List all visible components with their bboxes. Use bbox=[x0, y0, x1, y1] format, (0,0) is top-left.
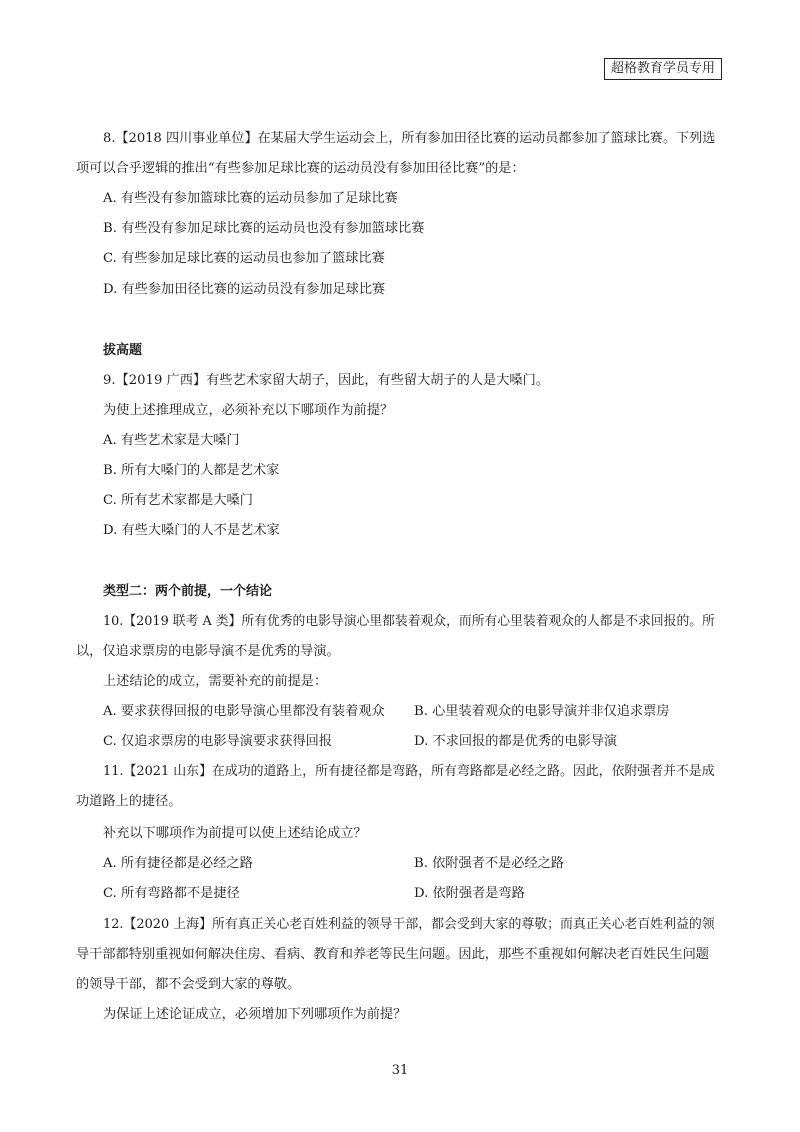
q11-option-a: A. 所有捷径都是必经之路 bbox=[103, 856, 253, 871]
q9-stem-line2: 为使上述推理成立，必须补充以下哪项作为前提？ bbox=[103, 403, 394, 418]
q10-option-d: D. 不求回报的都是优秀的电影导演 bbox=[414, 734, 618, 749]
q10-stem-line1: 10.【2019 联考 A 类】所有优秀的电影导演心里都装着观众，而所有心里装着观众的人都是不求回报的。所 bbox=[103, 614, 715, 629]
q10-stem-line3: 上述结论的成立，需要补充的前提是： bbox=[103, 674, 328, 689]
q12-stem-line3: 的领导干部，都不会受到大家的尊敬。 bbox=[76, 977, 301, 992]
q11-option-b: B. 依附强者不是必经之路 bbox=[414, 856, 564, 871]
q9-option-c: C. 所有艺术家都是大嗓门 bbox=[103, 493, 253, 508]
watermark-stamp: 超格教育学员专用 bbox=[604, 58, 722, 80]
q11-stem-line1: 11.【2021 山东】在成功的道路上，所有捷径都是弯路，所有弯路都是必经之路。因此，依附强者并不是成 bbox=[103, 764, 715, 779]
section-heading-advanced: 拔高题 bbox=[103, 343, 143, 358]
q8-stem-line1: 8.【2018 四川事业单位】在某届大学生运动会上，所有参加田径比赛的运动员都参加了篮球比赛。下列选 bbox=[103, 131, 716, 146]
q8-option-a: A. 有些没有参加篮球比赛的运动员参加了足球比赛 bbox=[103, 191, 398, 206]
section-heading-type2: 类型二：两个前提，一个结论 bbox=[103, 584, 273, 599]
q8-option-b: B. 有些没有参加足球比赛的运动员也没有参加篮球比赛 bbox=[103, 221, 425, 236]
q9-stem-line1: 9.【2019 广西】有些艺术家留大胡子，因此，有些留大胡子的人是大嗓门。 bbox=[103, 373, 549, 388]
q12-stem-line1: 12.【2020 上海】所有真正关心老百姓利益的领导干部，都会受到大家的尊敬；而真正关心老百姓利益的领 bbox=[103, 917, 715, 932]
q11-option-d: D. 依附强者是弯路 bbox=[414, 886, 525, 901]
q8-stem-line2: 项可以合乎逻辑的推出“有些参加足球比赛的运动员没有参加田径比赛”的是： bbox=[76, 161, 525, 176]
q11-stem-line2: 功道路上的捷径。 bbox=[76, 794, 182, 809]
q11-stem-line3: 补充以下哪项作为前提可以使上述结论成立？ bbox=[103, 826, 367, 841]
q8-option-c: C. 有些参加足球比赛的运动员也参加了篮球比赛 bbox=[103, 251, 385, 266]
q12-stem-line2: 导干部都特别重视如何解决住房、看病、教育和养老等民生问题。因此，那些不重视如何解决老百姓民生问题 bbox=[76, 947, 709, 962]
q11-option-c: C. 所有弯路都不是捷径 bbox=[103, 886, 240, 901]
q9-option-d: D. 有些大嗓门的人不是艺术家 bbox=[103, 523, 280, 538]
q10-option-c: C. 仅追求票房的电影导演要求获得回报 bbox=[103, 734, 333, 749]
page-number: 31 bbox=[391, 1063, 409, 1078]
q10-stem-line2: 以，仅追求票房的电影导演不是优秀的导演。 bbox=[76, 644, 340, 659]
q10-option-a: A. 要求获得回报的电影导演心里都没有装着观众 bbox=[103, 704, 385, 719]
q12-stem-line4: 为保证上述论证成立，必须增加下列哪项作为前提？ bbox=[103, 1007, 407, 1022]
q8-option-d: D. 有些参加田径比赛的运动员没有参加足球比赛 bbox=[103, 282, 386, 297]
q9-option-a: A. 有些艺术家是大嗓门 bbox=[103, 433, 240, 448]
q10-option-b: B. 心里装着观众的电影导演并非仅追求票房 bbox=[414, 704, 670, 719]
q9-option-b: B. 所有大嗓门的人都是艺术家 bbox=[103, 463, 280, 478]
